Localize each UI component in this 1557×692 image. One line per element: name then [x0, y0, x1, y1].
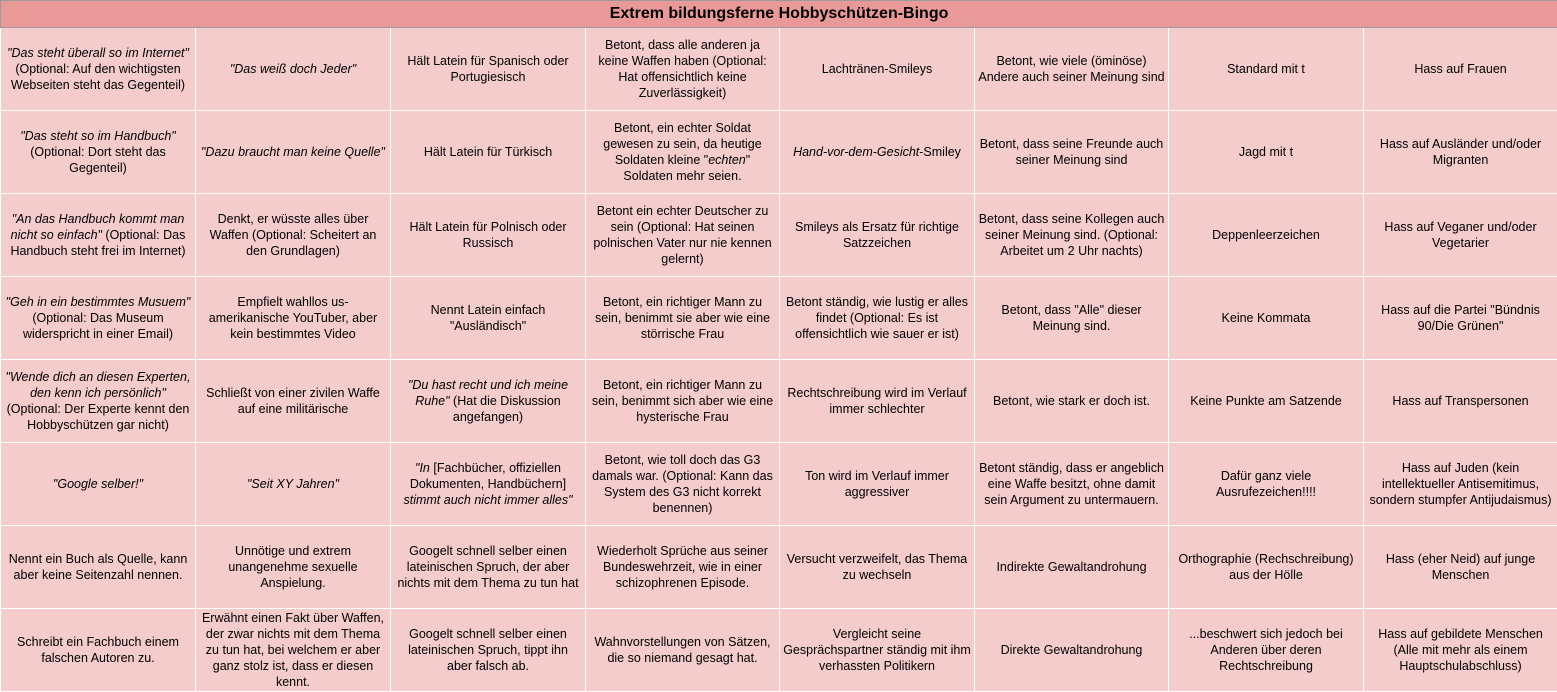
- bingo-cell: [1169, 28, 1364, 111]
- bingo-cell: [975, 608, 1169, 691]
- bingo-cell: [1, 28, 196, 111]
- bingo-cell-text: Empfielt wahllos us-amerikanische YouTuber, aber kein bestimmtes Video: [208, 295, 378, 342]
- bingo-cell: [1, 526, 196, 609]
- bingo-cell-text: Versucht verzweifelt, das Thema zu wechseln: [786, 552, 968, 582]
- bingo-cell-text: (Optional: Auf den wichtigsten Webseiten steht das Gegenteil): [10, 62, 186, 93]
- bingo-cell: [1364, 111, 1557, 194]
- bingo-cell: [975, 360, 1169, 443]
- bingo-cell-text: "Das steht so im Handbuch": [20, 129, 176, 144]
- bingo-cell-text: Hand-vor-dem-Gesicht: [793, 145, 920, 160]
- bingo-cell-text: Wiederholt Sprüche aus seiner Bundeswehrzeit, wie in einer schizophrenen Episode.: [597, 544, 768, 590]
- bingo-cell-text: Nennt Latein einfach "Ausländisch": [430, 303, 546, 334]
- bingo-cell-text: Hass auf gebildete Menschen (Alle mit mehr als einem Hauptschulabschluss): [1378, 626, 1543, 673]
- bingo-cell-text: Betont ein echter Deutscher zu sein (Optional: Hat seinen polnischen Vater nur nie kennen gelernt): [593, 204, 772, 267]
- bingo-cell: [1364, 608, 1557, 691]
- bingo-cell: [196, 194, 391, 277]
- bingo-row: [1, 28, 1557, 111]
- bingo-cell: [780, 111, 975, 194]
- bingo-cell-text: echten: [708, 153, 746, 168]
- bingo-cell: [391, 111, 586, 194]
- bingo-cell-text: "Das steht überall so im Internet": [7, 46, 189, 61]
- bingo-row: [1, 360, 1557, 443]
- bingo-cell: [586, 608, 780, 691]
- bingo-cell-text: Hält Latein für Türkisch: [423, 145, 553, 160]
- bingo-cell-text: "Geh in ein bestimmtes Musuem": [5, 295, 191, 310]
- bingo-cell-text: "Dazu braucht man keine Quelle": [201, 145, 385, 160]
- bingo-row: [1, 443, 1557, 526]
- bingo-cell-text: -Smiley: [919, 145, 961, 160]
- bingo-cell-text: Hält Latein für Polnisch oder Russisch: [409, 220, 567, 251]
- bingo-cell-text: "Das weiß doch Jeder": [229, 62, 357, 77]
- bingo-cell: [391, 526, 586, 609]
- bingo-cell: [196, 28, 391, 111]
- bingo-cell-text: Betont, ein richtiger Mann zu sein, benimmt sie aber wie eine störrische Frau: [594, 295, 771, 342]
- bingo-cell-text: Betont ständig, wie lustig er alles findet (Optional: Es ist offensichtlich wie sauer er ist): [785, 295, 969, 342]
- bingo-cell: [1364, 194, 1557, 277]
- bingo-cell-text: Indirekte Gewaltandrohung: [996, 560, 1147, 574]
- bingo-cell: [780, 443, 975, 526]
- bingo-cell: [196, 443, 391, 526]
- bingo-cell: [391, 194, 586, 277]
- bingo-cell: [586, 28, 780, 111]
- bingo-cell-text: Keine Punkte am Satzende: [1190, 394, 1342, 409]
- bingo-cell-text: Hass auf Juden (kein intellektueller Antisemitimus, sondern stumpfer Antijudaismus): [1369, 461, 1552, 508]
- bingo-cell-text: Smileys als Ersatz für richtige Satzzeichen: [795, 220, 959, 251]
- bingo-cell: [780, 194, 975, 277]
- bingo-cell-text: Schreibt ein Fachbuch einem falschen Autoren zu.: [17, 634, 179, 665]
- bingo-cell: [780, 28, 975, 111]
- bingo-cell: [975, 443, 1169, 526]
- bingo-cell-text: "In: [415, 461, 434, 476]
- bingo-cell: [1, 608, 196, 691]
- bingo-cell-text: Betont, dass alle anderen ja keine Waffen haben (Optional: Hat offensichtlich keine Zuverlässigkeit): [598, 38, 767, 101]
- bingo-cell-text: Hass (eher Neid) auf junge Menschen: [1385, 552, 1536, 582]
- bingo-cell-text: Betont, ein richtiger Mann zu sein, benimmt sich aber wie eine hysterische Frau: [591, 378, 774, 425]
- bingo-cell-text: Standard mit t: [1227, 62, 1305, 77]
- bingo-cell: [391, 443, 586, 526]
- bingo-cell: [1364, 277, 1557, 360]
- bingo-cell-text: Nennt ein Buch als Quelle, kann aber keine Seitenzahl nennen.: [8, 552, 188, 582]
- bingo-cell: [586, 443, 780, 526]
- bingo-cell-text: Lachtränen-Smileys: [821, 62, 933, 77]
- bingo-row: [1, 194, 1557, 277]
- bingo-cell-text: Hass auf Frauen: [1414, 62, 1507, 77]
- bingo-cell-text: (Optional: Das Museum widerspricht in einer Email): [22, 311, 174, 342]
- bingo-cell: [780, 277, 975, 360]
- bingo-cell-text: Betont, dass seine Kollegen auch seiner Meinung sind. (Optional: Arbeitet um 2 Uhr nachts): [978, 212, 1165, 259]
- bingo-cell-text: "Seit XY Jahren": [246, 477, 340, 492]
- bingo-cell: [586, 111, 780, 194]
- bingo-cell: [975, 526, 1169, 609]
- bingo-cell: [975, 111, 1169, 194]
- bingo-cell-text: stimmt auch nicht immer alles": [403, 493, 573, 508]
- bingo-cell-text: Googelt schnell selber einen lateinischen Spruch, der aber nichts mit dem Thema zu tun hat: [397, 544, 579, 590]
- bingo-cell-text: Schließt von einer zivilen Waffe auf eine militärische: [206, 386, 380, 417]
- bingo-cell: [1, 360, 196, 443]
- bingo-cell-text: (Optional: Das Handbuch steht frei im Internet): [10, 228, 186, 259]
- bingo-cell-text: Ton wird im Verlauf immer aggressiver: [805, 469, 949, 500]
- bingo-cell-text: Keine Kommata: [1221, 311, 1311, 326]
- bingo-cell-text: " Soldaten mehr seien.: [623, 153, 751, 184]
- bingo-cell: [1364, 443, 1557, 526]
- bingo-cell-text: Betont, wie stark er doch ist.: [992, 394, 1150, 409]
- bingo-row: [1, 277, 1557, 360]
- bingo-cell: [1364, 360, 1557, 443]
- bingo-cell-text: Betont, wie viele (öminöse) Andere auch seiner Meinung sind: [978, 54, 1165, 85]
- bingo-cell: [780, 526, 975, 609]
- bingo-cell-text: Jagd mit t: [1238, 145, 1294, 160]
- bingo-cell: [1169, 443, 1364, 526]
- bingo-cell-text: ...beschwert sich jedoch bei Anderen über deren Rechtschreibung: [1189, 626, 1343, 673]
- bingo-cell-text: Denkt, er wüsste alles über Waffen (Optional: Scheitert an den Grundlagen): [209, 212, 377, 259]
- bingo-cell-text: Hass auf Transpersonen: [1392, 394, 1529, 409]
- bingo-cell: [196, 608, 391, 691]
- bingo-cell-text: Wahnvorstellungen von Sätzen, die so niemand gesagt hat.: [594, 634, 771, 665]
- bingo-cell-text: "Google selber!": [52, 477, 144, 492]
- bingo-cell: [1, 194, 196, 277]
- bingo-cell-text: Erwähnt einen Fakt über Waffen, der zwar nichts mit dem Thema zu tun hat, bei welchem er aber ganz stolz ist, dass er diesen kennt.: [201, 610, 385, 689]
- bingo-cell: [1169, 360, 1364, 443]
- bingo-cell: [1169, 608, 1364, 691]
- bingo-cell: [391, 28, 586, 111]
- bingo-cell: [1169, 194, 1364, 277]
- bingo-cell: [780, 360, 975, 443]
- bingo-cell-text: Rechtschreibung wird im Verlauf immer schlechter: [787, 386, 967, 417]
- bingo-cell-text: Googelt schnell selber einen lateinischen Spruch, tippt ihn aber falsch ab.: [408, 626, 568, 673]
- bingo-cell-text: Betont, dass "Alle" dieser Meinung sind.: [1001, 303, 1142, 334]
- bingo-cell: [1169, 526, 1364, 609]
- page-title: Extrem bildungsferne Hobbyschützen-Bingo: [1, 1, 1557, 28]
- bingo-cell: [780, 608, 975, 691]
- bingo-cell-text: Direkte Gewaltandrohung: [1000, 642, 1143, 657]
- bingo-cell: [975, 28, 1169, 111]
- bingo-cell-text: Deppenleerzeichen: [1212, 228, 1320, 243]
- bingo-cell-text: (Optional: Der Experte kennt den Hobbyschützen gar nicht): [6, 402, 190, 433]
- bingo-cell-text: "Wende dich an diesen Experten, den kenn ich persönlich": [5, 370, 191, 401]
- bingo-cell-text: Hass auf Ausländer und/oder Migranten: [1379, 137, 1542, 168]
- bingo-cell-text: Betont, wie toll doch das G3 damals war. (Optional: Kann das System des G3 nicht korrekt benennen): [592, 453, 773, 516]
- bingo-cell-text: Unnötige und extrem unangenehme sexuelle Anspielung.: [228, 544, 358, 590]
- bingo-cell-text: "An das Handbuch kommt man nicht so einfach": [10, 212, 185, 243]
- bingo-cell: [586, 360, 780, 443]
- bingo-cell: [586, 277, 780, 360]
- bingo-cell: [1, 443, 196, 526]
- bingo-cell: [586, 526, 780, 609]
- bingo-cell: [1364, 526, 1557, 609]
- bingo-row: [1, 526, 1557, 609]
- bingo-cell: [391, 608, 586, 691]
- bingo-cell: [975, 277, 1169, 360]
- bingo-cell: [1, 111, 196, 194]
- bingo-cell-text: [Fachbücher, offiziellen Dokumenten, Handbüchern]: [409, 461, 567, 492]
- bingo-cell: [1169, 277, 1364, 360]
- bingo-cell-text: Vergleicht seine Gesprächspartner ständig mit ihm verhassten Politikern: [783, 626, 971, 673]
- bingo-cell-text: (Hat die Diskussion angefangen): [449, 394, 561, 425]
- bingo-cell: [586, 194, 780, 277]
- bingo-cell-text: Betont, ein echter Soldat gewesen zu sein, da heutige Soldaten kleine ": [603, 121, 762, 168]
- bingo-cell: [391, 277, 586, 360]
- bingo-cell: [1, 277, 196, 360]
- bingo-cell-text: Orthographie (Rechschreibung) aus der Hölle: [1178, 552, 1354, 582]
- bingo-cell: [1364, 28, 1557, 111]
- bingo-cell: [196, 526, 391, 609]
- bingo-cell-text: Betont, dass seine Freunde auch seiner Meinung sind: [979, 137, 1164, 168]
- bingo-cell-text: Hass auf die Partei "Bündnis 90/Die Grünen": [1381, 303, 1540, 334]
- bingo-cell-text: Betont ständig, dass er angeblich eine Waffe besitzt, ohne damit sein Argument zu untermauern.: [979, 461, 1164, 508]
- bingo-cell: [196, 111, 391, 194]
- bingo-cell-text: Dafür ganz viele Ausrufezeichen!!!!: [1215, 469, 1317, 500]
- bingo-cell: [975, 194, 1169, 277]
- bingo-cell: [1169, 111, 1364, 194]
- bingo-cell: [391, 360, 586, 443]
- bingo-cell-text: (Optional: Dort steht das Gegenteil): [30, 145, 166, 176]
- bingo-cell: [196, 360, 391, 443]
- bingo-row: [1, 608, 1557, 691]
- bingo-row: [1, 111, 1557, 194]
- bingo-cell: [196, 277, 391, 360]
- bingo-cell-text: "Du hast recht und ich meine Ruhe": [407, 378, 569, 409]
- bingo-cell-text: Hält Latein für Spanisch oder Portugiesisch: [407, 54, 569, 85]
- bingo-cell-text: Hass auf Veganer und/oder Vegetarier: [1384, 220, 1537, 251]
